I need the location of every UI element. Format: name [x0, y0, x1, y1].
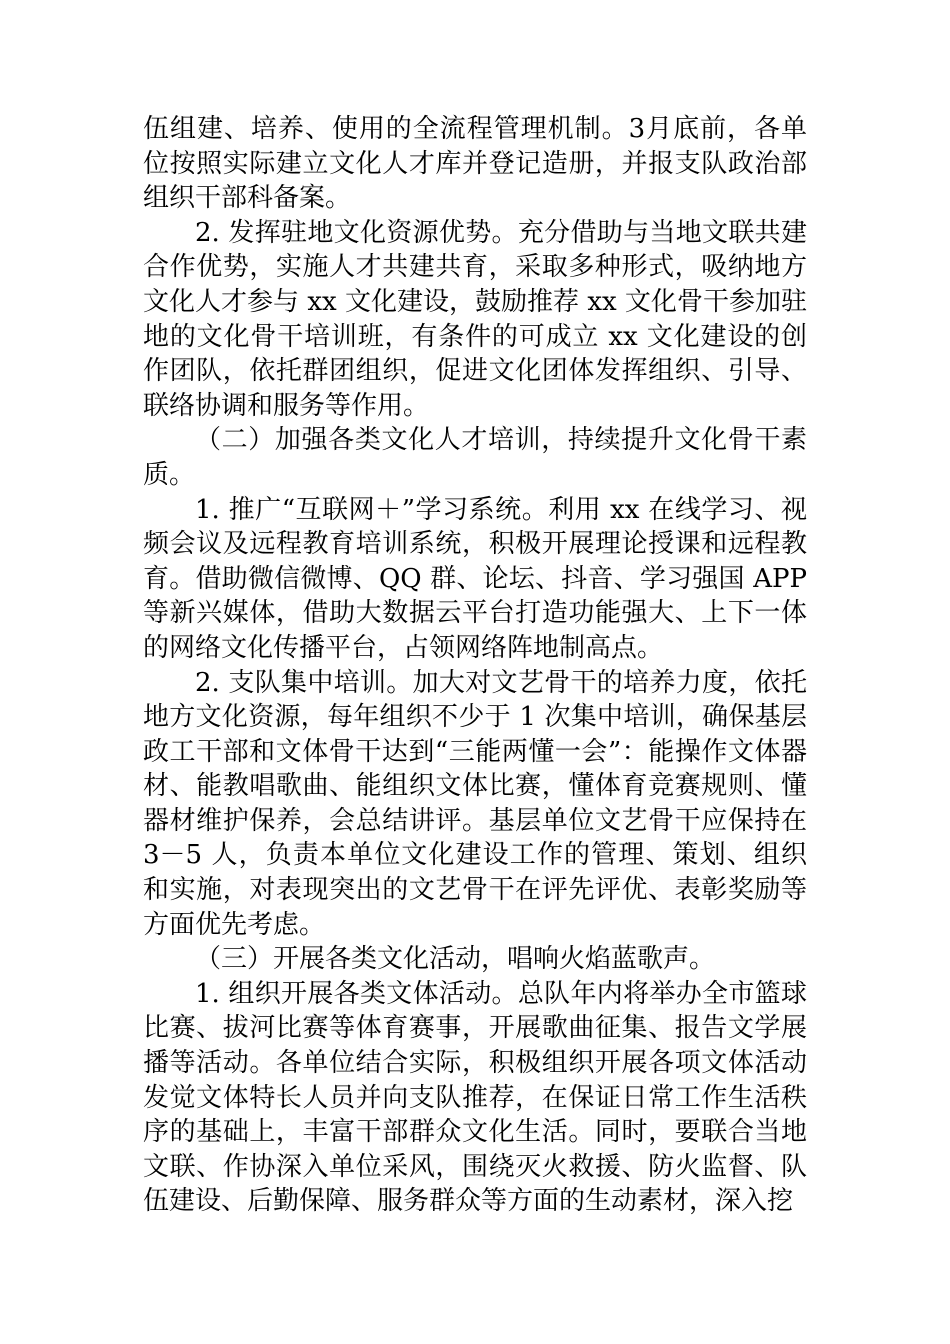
paragraph-cultural-resources: 2. 发挥驻地文化资源优势。充分借助与当地文联共建合作优势，实施人才共建共育，采取多种形式，吸纳地方文化人才参与 xx 文化建设，鼓励推荐 xx 文化骨干参加驻地的文化骨干培训班，有条件的可成立 xx 文化建设的创作团队，依托群团组织，促进文化团体发挥组织、引导、联络协调和服务等作用。 — [143, 217, 807, 421]
section-heading-training: （二）加强各类文化人才培训，持续提升文化骨干素质。 — [143, 425, 807, 490]
paragraph-internet-learning: 1. 推广“互联网＋”学习系统。利用 xx 在线学习、视频会议及远程教育培训系统，积极开展理论授课和远程教育。借助微信微博、QQ 群、论坛、抖音、学习强国 APP 等新兴媒体，借助大数据云平台打造功能强大、上下一体的网络文化传播平台，占领网络阵地制高点。 — [143, 494, 807, 663]
paragraph-centralized-training: 2. 支队集中培训。加大对文艺骨干的培养力度，依托地方文化资源，每年组织不少于 1 次集中培训，确保基层政工干部和文体骨干达到“三能两懂一会”：能操作文体器材、能教唱歌曲、能组织文体比赛，懂体育竞赛规则、懂器材维护保养，会总结讲评。基层单位文艺骨干应保持在 3－5 人，负责本单位文化建设工作的管理、策划、组织和实施，对表现突出的文艺骨干在评先评优、表彰奖励等方面优先考虑。 — [143, 667, 807, 940]
document-body — [143, 112, 807, 1219]
section-heading-activities: （三）开展各类文化活动，唱响火焰蓝歌声。 — [195, 944, 716, 975]
paragraph-sports-activities: 1. 组织开展各类文体活动。总队年内将举办全市篮球比赛、拔河比赛等体育赛事，开展歌曲征集、报告文学展播等活动。各单位结合实际，积极组织开展各项文体活动发觉文体特长人员并向支队推荐，在保证日常工作生活秩序的基础上，丰富干部群众文化生活。同时，要联合当地文联、作协深入单位采风，围绕灭火救援、防火监督、队伍建设、后勤保障、服务群众等方面的生动素材，深入挖 — [143, 978, 807, 1217]
paragraph-continuation: 伍组建、培养、使用的全流程管理机制。3月底前，各单位按照实际建立文化人才库并登记造册，并报支队政治部组织干部科备案。 — [143, 114, 807, 214]
